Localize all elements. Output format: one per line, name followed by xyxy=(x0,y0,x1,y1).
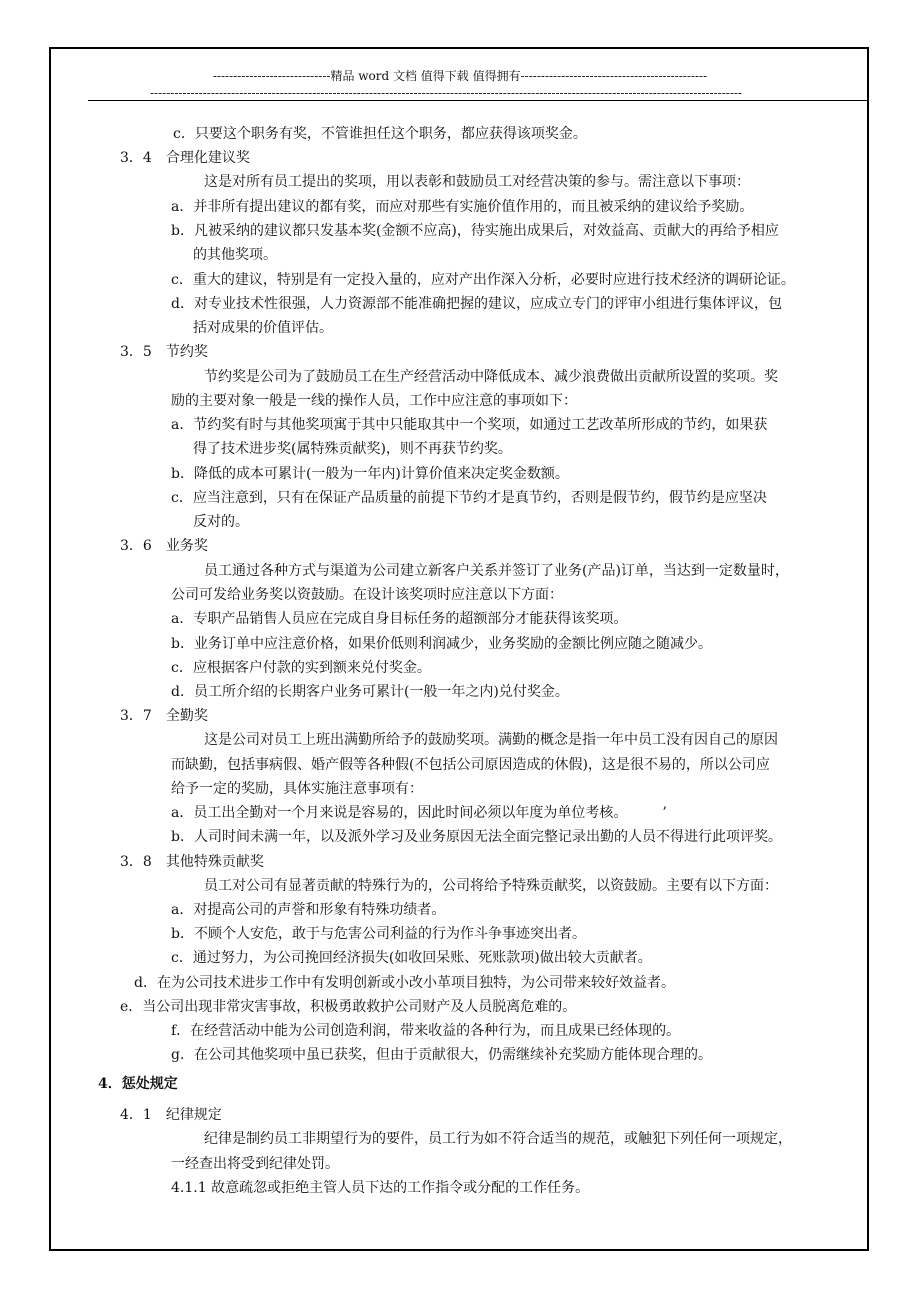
text-line: b．凡被采纳的建议都只发基本奖(金额不应高)，待实施出成果后，对效益高、贡献大的再给予相应 xyxy=(171,223,779,239)
section-heading: 3．8 其他特殊贡献奖 xyxy=(120,854,264,870)
text-line: 得了技术进步奖(属特殊贡献奖)，则不再获节约奖。 xyxy=(193,441,512,457)
text-line: f．在经营活动中能为公司创造利润，带来收益的各种行为，而且成果已经体现的。 xyxy=(171,1023,681,1039)
text-line: 这是对所有员工提出的奖项，用以表彰和鼓励员工对经营决策的参与。需注意以下事项： xyxy=(204,174,750,190)
header-dashes: -------------------------------------------------------------------------------------------------------------------------------------------------- xyxy=(150,86,742,100)
text-line: d．在为公司技术进步工作中有发明创新或小改小革项目独特，为公司带来较好效益者。 xyxy=(134,975,675,991)
text-line: a．并非所有提出建议的都有奖，而应对那些有实施价值作用的，而且被采纳的建议给予奖励。 xyxy=(171,199,754,215)
text-line: 员工通过各种方式与渠道为公司建立新客户关系并签订了业务(产品)订单，当达到一定数量时， xyxy=(204,563,789,579)
text-line: e．当公司出现非常灾害事故，积极勇敢救护公司财产及人员脱离危难的。 xyxy=(120,999,577,1015)
text-line: 节约奖是公司为了鼓励员工在生产经营活动中降低成本、减少浪费做出贡献所设置的奖项。奖 xyxy=(204,369,778,385)
text-line: 4.1.1 故意疏忽或拒绝主管人员下达的工作指令或分配的工作任务。 xyxy=(171,1180,590,1196)
text-line: c．应当注意到，只有在保证产品质量的前提下节约才是真节约，否则是假节约，假节约是应坚决 xyxy=(171,490,767,506)
text-line: g．在公司其他奖项中虽已获奖，但由于贡献很大，仍需继续补充奖励方能体现合理的。 xyxy=(171,1047,712,1063)
text-line: a．专职产品销售人员应在完成自身目标任务的超额部分才能获得该奖项。 xyxy=(171,611,628,627)
text-line: 的其他奖项。 xyxy=(193,247,277,263)
text-line: b．人司时间未满一年，以及派外学习及业务原因无法全面完整记录出勤的人员不得进行此项评奖。 xyxy=(171,829,782,845)
text-line: b．业务订单中应注意价格，如果价低则利润减少，业务奖励的金额比例应随之随减少。 xyxy=(171,636,712,652)
text-line: a．员工出全勤对一个月来说是容易的，因此时间必须以年度为单位考核。 ’ xyxy=(171,805,667,821)
header-banner: -----------------------------精品 word 文档 值得下载 值得拥有---------------------------------------------- xyxy=(212,69,708,83)
text-line: a．节约奖有时与其他奖项寓于其中只能取其中一个奖项，如通过工艺改革所形成的节约，如果获 xyxy=(171,417,768,433)
text-line: 反对的。 xyxy=(193,514,249,530)
text-line: b．不顾个人安危，敢于与危害公司利益的行为作斗争事迹突出者。 xyxy=(171,926,586,942)
text-line: 公司可发给业务奖以资鼓励。在设计该奖项时应注意以下方面： xyxy=(171,587,563,603)
text-line: 纪律是制约员工非期望行为的要件，员工行为如不符合适当的规范，或触犯下列任何一项规定， xyxy=(204,1131,792,1147)
text-line: 括对成果的价值评估。 xyxy=(193,320,333,336)
section-heading: 3．7 全勤奖 xyxy=(120,708,208,724)
text-line: 励的主要对象一般是一线的操作人员，工作中应注意的事项如下： xyxy=(171,393,577,409)
section-heading: 4．1 纪律规定 xyxy=(120,1107,222,1123)
text-line: 一经查出将受到纪律处罚。 xyxy=(171,1156,339,1172)
text-line: a．对提高公司的声誉和形象有特殊功绩者。 xyxy=(171,902,446,918)
text-line: b．降低的成本可累计(一般为一年内)计算价值来决定奖金数额。 xyxy=(171,466,569,482)
text-line: d．员工所介绍的长期客户业务可累计(一般一年之内)兑付奖金。 xyxy=(171,684,569,700)
section-heading: 3．4 合理化建议奖 xyxy=(120,150,250,166)
text-line: d．对专业技术性很强，人力资源部不能准确把握的建议，应成立专门的评审小组进行集体评议，包 xyxy=(171,296,782,312)
text-line: 而缺勤，包括事病假、婚产假等各种假(不包括公司原因造成的休假)，这是很不易的，所以公司应 xyxy=(171,757,770,773)
text-line: c．应根据客户付款的实到额来兑付奖金。 xyxy=(171,660,431,676)
section-heading: 3．6 业务奖 xyxy=(120,538,208,554)
header-rule xyxy=(88,100,868,101)
chapter-heading: 4．惩处规定 xyxy=(98,1076,178,1092)
text-line: 员工对公司有显著贡献的特殊行为的，公司将给予特殊贡献奖，以资鼓励。主要有以下方面： xyxy=(204,878,778,894)
text-line: 这是公司对员工上班出满勤所给予的鼓励奖项。满勤的概念是指一年中员工没有因自己的原因 xyxy=(204,732,778,748)
text-line: 给予一定的奖励，具体实施注意事项有： xyxy=(171,781,423,797)
text-line: c．重大的建议，特别是有一定投入量的，应对产出作深入分析，必要时应进行技术经济的调研论证。 xyxy=(171,272,795,288)
text-line: c．通过努力，为公司挽回经济损失(如收回呆账、死账款项)做出较大贡献者。 xyxy=(171,950,652,966)
text-line: c．只要这个职务有奖，不管谁担任这个职务，都应获得该项奖金。 xyxy=(173,126,587,142)
section-heading: 3．5 节约奖 xyxy=(120,344,208,360)
